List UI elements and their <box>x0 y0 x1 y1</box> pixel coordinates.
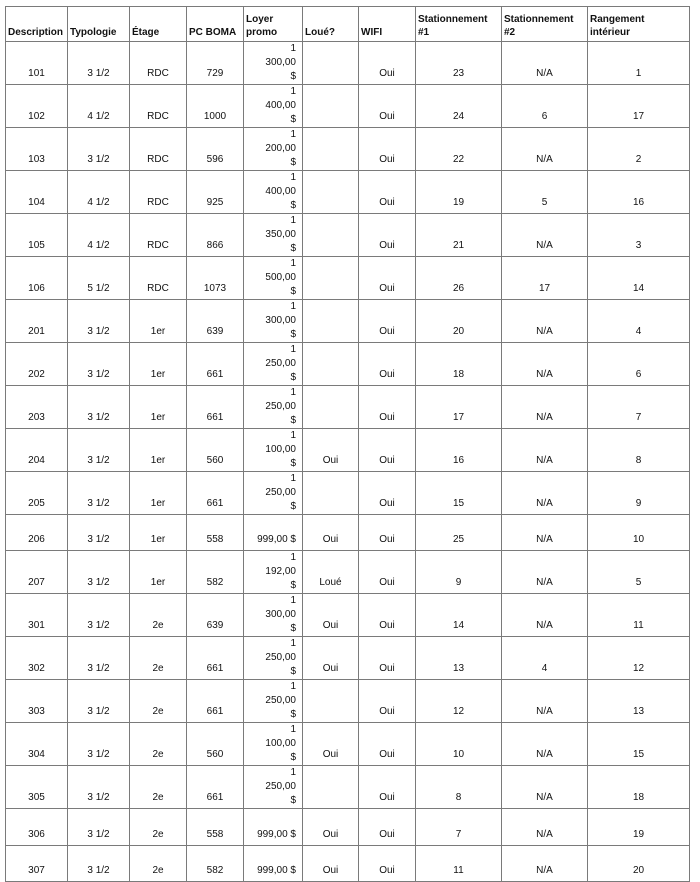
stationnement-2-cell: N/A <box>502 723 588 766</box>
typologie-cell: 4 1/2 <box>68 85 130 128</box>
loyer-promo-cell: 1 500,00 $ <box>244 257 303 300</box>
stationnement-2-cell: N/A <box>502 809 588 845</box>
etage-cell: 1er <box>130 551 187 594</box>
loyer-promo-cell: 1 250,00 $ <box>244 637 303 680</box>
stationnement-2-cell: N/A <box>502 429 588 472</box>
stationnement-1-cell: 23 <box>416 42 502 85</box>
description-cell: 202 <box>6 343 68 386</box>
wifi-cell: Oui <box>359 515 416 551</box>
etage-cell: 1er <box>130 429 187 472</box>
etage-cell: RDC <box>130 85 187 128</box>
loue-cell <box>303 386 359 429</box>
loue-cell <box>303 257 359 300</box>
pc-boma-cell: 582 <box>187 845 244 881</box>
units-table-container <box>5 6 690 882</box>
stationnement-2-cell: N/A <box>502 472 588 515</box>
typologie-cell: 3 1/2 <box>68 680 130 723</box>
pc-boma-cell: 560 <box>187 723 244 766</box>
stationnement-1-cell: 11 <box>416 845 502 881</box>
rangement-cell: 14 <box>588 257 690 300</box>
stationnement-1-cell: 26 <box>416 257 502 300</box>
loue-cell <box>303 128 359 171</box>
typologie-cell: 3 1/2 <box>68 386 130 429</box>
etage-cell: 2e <box>130 845 187 881</box>
wifi-cell: Oui <box>359 214 416 257</box>
pc-boma-cell: 596 <box>187 128 244 171</box>
loue-cell: Oui <box>303 845 359 881</box>
header-stationnement-2: Stationnement #2 <box>502 7 588 42</box>
header-typologie: Typologie <box>68 7 130 42</box>
stationnement-1-cell: 22 <box>416 128 502 171</box>
stationnement-2-cell: N/A <box>502 128 588 171</box>
stationnement-2-cell: N/A <box>502 42 588 85</box>
etage-cell: 1er <box>130 300 187 343</box>
typologie-cell: 3 1/2 <box>68 42 130 85</box>
loue-cell <box>303 343 359 386</box>
wifi-cell: Oui <box>359 680 416 723</box>
loyer-promo-cell: 1 250,00 $ <box>244 472 303 515</box>
stationnement-2-cell: N/A <box>502 300 588 343</box>
pc-boma-cell: 661 <box>187 386 244 429</box>
description-cell: 103 <box>6 128 68 171</box>
table-row <box>6 429 690 472</box>
table-row <box>6 551 690 594</box>
rangement-cell: 5 <box>588 551 690 594</box>
description-cell: 105 <box>6 214 68 257</box>
typologie-cell: 3 1/2 <box>68 594 130 637</box>
loyer-promo-cell: 1 200,00 $ <box>244 128 303 171</box>
typologie-cell: 3 1/2 <box>68 128 130 171</box>
stationnement-2-cell: 4 <box>502 637 588 680</box>
rangement-cell: 13 <box>588 680 690 723</box>
pc-boma-cell: 582 <box>187 551 244 594</box>
stationnement-1-cell: 13 <box>416 637 502 680</box>
stationnement-2-cell: N/A <box>502 766 588 809</box>
typologie-cell: 3 1/2 <box>68 343 130 386</box>
description-cell: 206 <box>6 515 68 551</box>
rangement-cell: 6 <box>588 343 690 386</box>
header-pc-boma: PC BOMA <box>187 7 244 42</box>
wifi-cell: Oui <box>359 551 416 594</box>
header-stationnement-1: Stationnement #1 <box>416 7 502 42</box>
stationnement-1-cell: 15 <box>416 472 502 515</box>
loyer-promo-cell: 999,00 $ <box>244 515 303 551</box>
stationnement-2-cell: N/A <box>502 551 588 594</box>
typologie-cell: 5 1/2 <box>68 257 130 300</box>
description-cell: 302 <box>6 637 68 680</box>
loyer-promo-cell: 1 350,00 $ <box>244 214 303 257</box>
stationnement-2-cell: N/A <box>502 680 588 723</box>
table-row <box>6 515 690 551</box>
stationnement-1-cell: 9 <box>416 551 502 594</box>
table-row <box>6 594 690 637</box>
table-row <box>6 257 690 300</box>
loyer-promo-cell: 1 250,00 $ <box>244 680 303 723</box>
rangement-cell: 11 <box>588 594 690 637</box>
etage-cell: RDC <box>130 257 187 300</box>
pc-boma-cell: 1073 <box>187 257 244 300</box>
loue-cell: Oui <box>303 594 359 637</box>
description-cell: 106 <box>6 257 68 300</box>
table-row <box>6 171 690 214</box>
loyer-promo-cell: 1 250,00 $ <box>244 386 303 429</box>
typologie-cell: 3 1/2 <box>68 429 130 472</box>
etage-cell: 2e <box>130 723 187 766</box>
rangement-cell: 3 <box>588 214 690 257</box>
stationnement-2-cell: 5 <box>502 171 588 214</box>
rangement-cell: 16 <box>588 171 690 214</box>
loue-cell <box>303 680 359 723</box>
etage-cell: RDC <box>130 214 187 257</box>
wifi-cell: Oui <box>359 637 416 680</box>
stationnement-1-cell: 21 <box>416 214 502 257</box>
etage-cell: 2e <box>130 766 187 809</box>
loue-cell <box>303 85 359 128</box>
header-loue: Loué? <box>303 7 359 42</box>
pc-boma-cell: 639 <box>187 594 244 637</box>
rangement-cell: 7 <box>588 386 690 429</box>
pc-boma-cell: 1000 <box>187 85 244 128</box>
stationnement-2-cell: N/A <box>502 845 588 881</box>
description-cell: 303 <box>6 680 68 723</box>
typologie-cell: 3 1/2 <box>68 723 130 766</box>
table-row <box>6 637 690 680</box>
pc-boma-cell: 866 <box>187 214 244 257</box>
loue-cell: Oui <box>303 429 359 472</box>
rangement-cell: 10 <box>588 515 690 551</box>
wifi-cell: Oui <box>359 386 416 429</box>
wifi-cell: Oui <box>359 85 416 128</box>
stationnement-2-cell: N/A <box>502 386 588 429</box>
pc-boma-cell: 661 <box>187 680 244 723</box>
table-row <box>6 680 690 723</box>
header-description: Description <box>6 7 68 42</box>
loyer-promo-cell: 1 192,00 $ <box>244 551 303 594</box>
description-cell: 204 <box>6 429 68 472</box>
loue-cell: Loué <box>303 551 359 594</box>
etage-cell: RDC <box>130 171 187 214</box>
stationnement-1-cell: 10 <box>416 723 502 766</box>
etage-cell: 1er <box>130 343 187 386</box>
header-etage: Étage <box>130 7 187 42</box>
wifi-cell: Oui <box>359 845 416 881</box>
loyer-promo-cell: 1 300,00 $ <box>244 300 303 343</box>
stationnement-1-cell: 8 <box>416 766 502 809</box>
loyer-promo-cell: 1 300,00 $ <box>244 594 303 637</box>
stationnement-2-cell: N/A <box>502 515 588 551</box>
typologie-cell: 3 1/2 <box>68 300 130 343</box>
loyer-promo-cell: 1 100,00 $ <box>244 723 303 766</box>
table-row <box>6 766 690 809</box>
wifi-cell: Oui <box>359 257 416 300</box>
etage-cell: 1er <box>130 515 187 551</box>
header-wifi: WIFI <box>359 7 416 42</box>
etage-cell: 1er <box>130 386 187 429</box>
etage-cell: 2e <box>130 680 187 723</box>
pc-boma-cell: 925 <box>187 171 244 214</box>
table-row <box>6 386 690 429</box>
loue-cell <box>303 472 359 515</box>
etage-cell: 2e <box>130 809 187 845</box>
wifi-cell: Oui <box>359 723 416 766</box>
rangement-cell: 2 <box>588 128 690 171</box>
pc-boma-cell: 558 <box>187 515 244 551</box>
loyer-promo-cell: 1 250,00 $ <box>244 766 303 809</box>
stationnement-1-cell: 7 <box>416 809 502 845</box>
table-row <box>6 85 690 128</box>
loue-cell <box>303 171 359 214</box>
etage-cell: RDC <box>130 42 187 85</box>
table-row <box>6 128 690 171</box>
rangement-cell: 15 <box>588 723 690 766</box>
stationnement-1-cell: 18 <box>416 343 502 386</box>
etage-cell: 2e <box>130 637 187 680</box>
rangement-cell: 12 <box>588 637 690 680</box>
loue-cell <box>303 214 359 257</box>
rangement-cell: 1 <box>588 42 690 85</box>
description-cell: 305 <box>6 766 68 809</box>
etage-cell: 1er <box>130 472 187 515</box>
pc-boma-cell: 560 <box>187 429 244 472</box>
stationnement-1-cell: 24 <box>416 85 502 128</box>
description-cell: 301 <box>6 594 68 637</box>
rangement-cell: 4 <box>588 300 690 343</box>
wifi-cell: Oui <box>359 171 416 214</box>
rangement-cell: 8 <box>588 429 690 472</box>
wifi-cell: Oui <box>359 809 416 845</box>
description-cell: 304 <box>6 723 68 766</box>
loue-cell: Oui <box>303 637 359 680</box>
loyer-promo-cell: 1 250,00 $ <box>244 343 303 386</box>
description-cell: 207 <box>6 551 68 594</box>
typologie-cell: 3 1/2 <box>68 551 130 594</box>
pc-boma-cell: 729 <box>187 42 244 85</box>
table-row <box>6 300 690 343</box>
typologie-cell: 3 1/2 <box>68 472 130 515</box>
stationnement-1-cell: 25 <box>416 515 502 551</box>
typologie-cell: 4 1/2 <box>68 214 130 257</box>
wifi-cell: Oui <box>359 300 416 343</box>
table-row <box>6 723 690 766</box>
typologie-cell: 4 1/2 <box>68 171 130 214</box>
typologie-cell: 3 1/2 <box>68 845 130 881</box>
description-cell: 104 <box>6 171 68 214</box>
stationnement-2-cell: N/A <box>502 594 588 637</box>
wifi-cell: Oui <box>359 766 416 809</box>
stationnement-1-cell: 14 <box>416 594 502 637</box>
etage-cell: RDC <box>130 128 187 171</box>
pc-boma-cell: 558 <box>187 809 244 845</box>
description-cell: 101 <box>6 42 68 85</box>
loyer-promo-cell: 1 400,00 $ <box>244 171 303 214</box>
table-row <box>6 214 690 257</box>
table-row <box>6 845 690 881</box>
description-cell: 306 <box>6 809 68 845</box>
pc-boma-cell: 661 <box>187 472 244 515</box>
wifi-cell: Oui <box>359 42 416 85</box>
wifi-cell: Oui <box>359 594 416 637</box>
loyer-promo-cell: 1 100,00 $ <box>244 429 303 472</box>
stationnement-1-cell: 12 <box>416 680 502 723</box>
description-cell: 307 <box>6 845 68 881</box>
rangement-cell: 20 <box>588 845 690 881</box>
loue-cell <box>303 300 359 343</box>
loue-cell: Oui <box>303 723 359 766</box>
etage-cell: 2e <box>130 594 187 637</box>
loyer-promo-cell: 999,00 $ <box>244 809 303 845</box>
table-row <box>6 343 690 386</box>
rangement-cell: 9 <box>588 472 690 515</box>
loyer-promo-cell: 1 400,00 $ <box>244 85 303 128</box>
loyer-promo-cell: 999,00 $ <box>244 845 303 881</box>
loue-cell <box>303 766 359 809</box>
loyer-promo-cell: 1 300,00 $ <box>244 42 303 85</box>
header-rangement: Rangement intérieur <box>588 7 690 42</box>
units-table <box>5 6 690 882</box>
typologie-cell: 3 1/2 <box>68 637 130 680</box>
loue-cell: Oui <box>303 515 359 551</box>
typologie-cell: 3 1/2 <box>68 809 130 845</box>
wifi-cell: Oui <box>359 343 416 386</box>
table-row <box>6 472 690 515</box>
rangement-cell: 18 <box>588 766 690 809</box>
stationnement-1-cell: 16 <box>416 429 502 472</box>
rangement-cell: 17 <box>588 85 690 128</box>
stationnement-1-cell: 19 <box>416 171 502 214</box>
typologie-cell: 3 1/2 <box>68 766 130 809</box>
description-cell: 203 <box>6 386 68 429</box>
wifi-cell: Oui <box>359 429 416 472</box>
table-row <box>6 809 690 845</box>
loue-cell <box>303 42 359 85</box>
loue-cell: Oui <box>303 809 359 845</box>
description-cell: 201 <box>6 300 68 343</box>
pc-boma-cell: 661 <box>187 343 244 386</box>
pc-boma-cell: 661 <box>187 637 244 680</box>
header-loyer-promo: Loyer promo <box>244 7 303 42</box>
description-cell: 102 <box>6 85 68 128</box>
stationnement-2-cell: 6 <box>502 85 588 128</box>
table-row <box>6 42 690 85</box>
stationnement-1-cell: 17 <box>416 386 502 429</box>
stationnement-1-cell: 20 <box>416 300 502 343</box>
pc-boma-cell: 639 <box>187 300 244 343</box>
typologie-cell: 3 1/2 <box>68 515 130 551</box>
stationnement-2-cell: N/A <box>502 343 588 386</box>
stationnement-2-cell: N/A <box>502 214 588 257</box>
header-row <box>6 7 690 42</box>
wifi-cell: Oui <box>359 472 416 515</box>
pc-boma-cell: 661 <box>187 766 244 809</box>
wifi-cell: Oui <box>359 128 416 171</box>
description-cell: 205 <box>6 472 68 515</box>
rangement-cell: 19 <box>588 809 690 845</box>
stationnement-2-cell: 17 <box>502 257 588 300</box>
